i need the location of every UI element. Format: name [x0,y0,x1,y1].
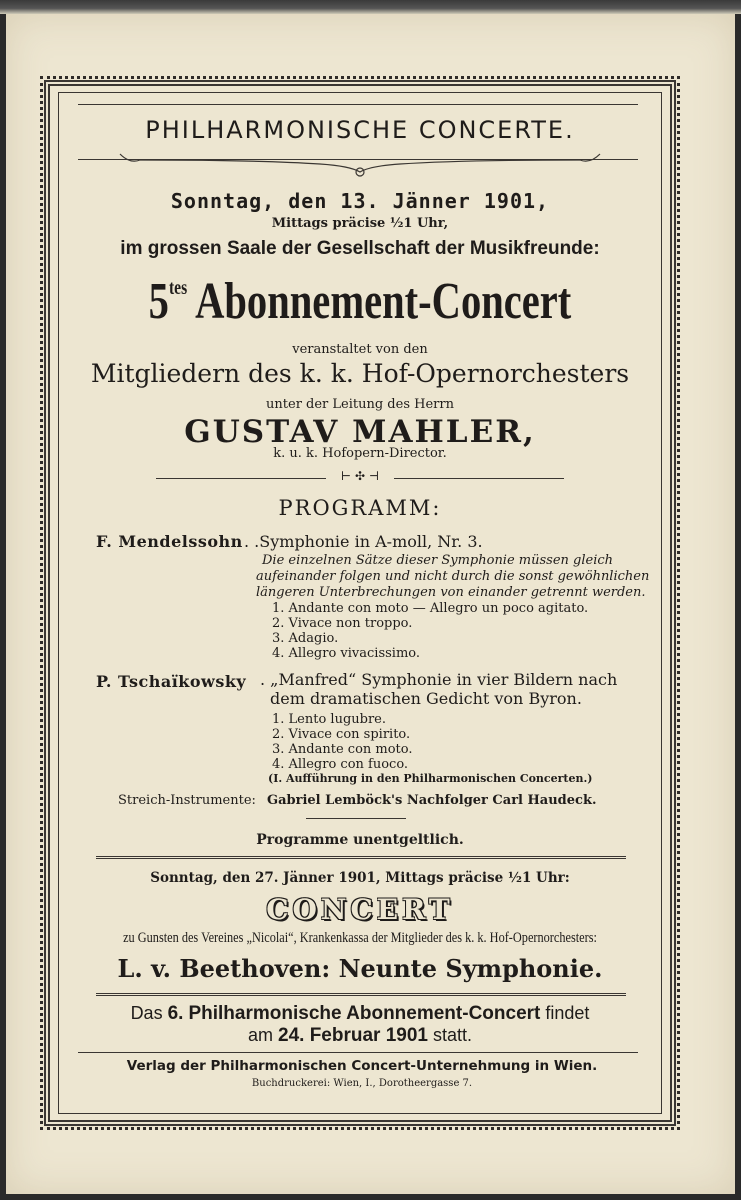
printer-line: Buchdruckerei: Wien, I., Dorotheergasse 7. [251,1078,473,1089]
divider-ornament: ⊢ ✣ ⊣ [340,469,380,483]
section-rule [96,993,626,996]
concert-heading [124,272,595,331]
movement-item: 4. Allegro vivacissimo. [272,646,421,661]
movement-item: 4. Allegro con fuoco. [272,757,409,772]
orchestra-name: Mitgliedern des k. k. Hof-Opernorchesters [90,359,630,388]
movement-item: 1. Lento lugubre. [272,712,387,727]
organized-by: veranstaltet von den [292,342,428,357]
programme-title: PHILHARMONISCHE CONCERTE. [145,116,575,144]
premiere-note: (I. Aufführung in den Philharmonischen Concerten.) [268,772,593,785]
publisher-line: Verlag der Philharmonischen Concert-Unternehmung in Wien. [126,1058,598,1074]
short-rule [306,818,406,819]
strings-label: Streich-Instrumente: [118,793,256,808]
movement-item: 3. Adagio. [272,631,339,646]
work-subtitle-tschaikowsky: dem dramatischen Gedicht von Byron. [270,689,582,708]
programme-free-note: Programme unentgeltlich. [256,832,464,848]
next-concert-benefit: zu Gunsten des Vereines „Nicolai“, Krankenkassa der Mitglieder des k. k. Hof-Opernorchesters: [123,930,597,946]
movement-item: 2. Vivace con spirito. [272,727,411,742]
scan-top-edge [0,0,741,14]
concert-date: Sonntag, den 13. Jänner 1901, [170,189,550,213]
movement-item: 3. Andante con moto. [272,742,413,757]
direction-line: unter der Leitung des Herrn [266,397,454,412]
concert-time: Mittags präcise ½1 Uhr, [271,216,449,231]
conductor-name: GUSTAV MAHLER, [184,414,536,450]
next-concert-date: Sonntag, den 27. Jänner 1901, Mittags präcise ½1 Uhr: [150,870,570,886]
next-abonnement-line1: Das 6. Philharmonische Abonnement-Concert findet [130,1003,590,1024]
composer-tschaikowsky: P. Tschaïkowsky [96,672,247,691]
performance-note: aufeinander folgen und nicht durch die sonst gewöhnlichen [256,569,650,584]
concert-number: 5 [148,273,169,330]
next-concert-work: L. v. Beethoven: Neunte Symphonie. [117,954,603,983]
performance-note: längeren Unterbrechungen von einander getrennt werden. [256,585,646,600]
next-concert-title: CONCERT [266,893,454,926]
divider-right [394,478,564,479]
program-heading: PROGRAMM: [278,496,442,520]
composer-mendelssohn: F. Mendelssohn [96,532,243,551]
concert-title: Abonnement-Concert [195,273,572,330]
next-abonnement-line2: am 24. Februar 1901 statt. [247,1025,473,1046]
movement-item: 1. Andante con moto — Allegro un poco agitato. [272,601,589,616]
section-rule [96,856,626,859]
work-title-tschaikowsky: . „Manfred“ Symphonie in vier Bildern nach [260,670,618,689]
concert-venue: im grossen Saale der Gesellschaft der Musikfreunde: [120,238,600,259]
concert-number-suffix: tes [168,277,188,299]
movement-item: 2. Vivace non troppo. [272,616,413,631]
conductor-title: k. u. k. Hofopern-Director. [273,446,447,461]
performance-note: Die einzelnen Sätze dieser Symphonie müssen gleich [262,553,614,568]
strings-maker: Gabriel Lemböck's Nachfolger Carl Haudeck. [267,793,597,808]
header-flourish-ornament [80,150,640,180]
work-title-mendelssohn: . .Symphonie in A-moll, Nr. 3. [244,532,483,551]
